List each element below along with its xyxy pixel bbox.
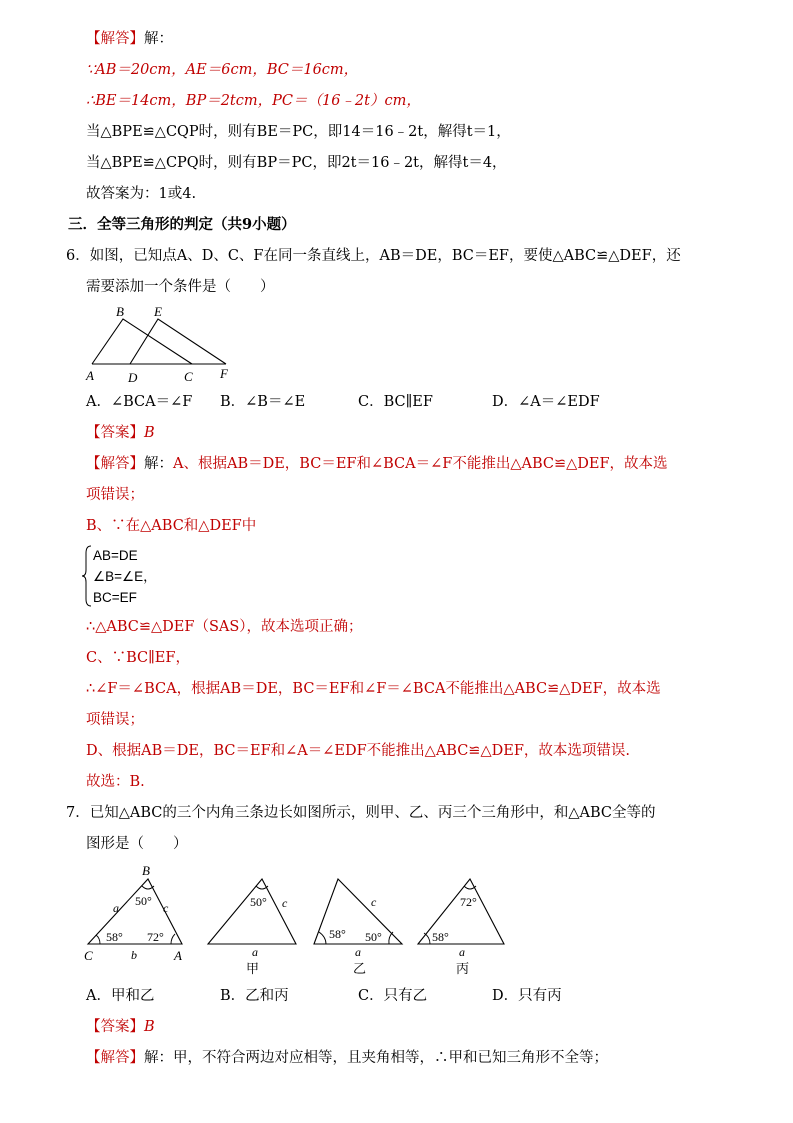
q6-solution-line-1 bbox=[86, 454, 668, 474]
triangle-jia-name: 甲 bbox=[246, 961, 260, 976]
condition-2: ∠B=∠E， bbox=[93, 569, 157, 584]
triangle-jia-side-c: c bbox=[282, 896, 288, 910]
q5-solution-line-3: 当△BPE≌△CQP时，则有BE＝PC，即14＝16﹣2t，解得t＝1， bbox=[86, 124, 511, 140]
q6-fig-label-B: B bbox=[116, 304, 124, 319]
triangle-yi-angle-right: 50° bbox=[365, 930, 382, 944]
q6-solution-line-5: C、∵BC∥EF， bbox=[86, 650, 190, 666]
q6-solution-line-6: ∴∠F＝∠BCA，根据AB＝DE，BC＝EF和∠F＝∠BCA不能推出△ABC≌△DEF，故本选 bbox=[86, 681, 661, 697]
q6-fig-label-E: E bbox=[154, 304, 162, 319]
q6-fig-label-C: C bbox=[184, 369, 193, 384]
triangle-abc-side-c: c bbox=[163, 901, 169, 915]
triangle-abc-angle-a: 72° bbox=[147, 930, 164, 944]
answer-tag: 【答案】 bbox=[86, 1019, 144, 1035]
q7-option-c: C．只有乙 bbox=[358, 988, 428, 1004]
q6-fig-label-F: F bbox=[220, 366, 228, 381]
triangle-bing-angle-left: 58° bbox=[432, 930, 449, 944]
q6-answer-line bbox=[86, 423, 155, 443]
triangle-abc-label-B: B bbox=[142, 863, 150, 878]
q6-solution-line-7: 项错误； bbox=[86, 712, 144, 728]
solution-prefix: 解： bbox=[144, 456, 173, 472]
triangle-bing-name: 丙 bbox=[456, 961, 470, 976]
q6-option-c: C．BC∥EF bbox=[358, 394, 433, 410]
q6-stem-line-2: 需要添加一个条件是（ ） bbox=[86, 279, 275, 295]
q7-option-d: D．只有丙 bbox=[492, 988, 562, 1004]
q7-solution-text-1: 甲，不符合两边对应相等，且夹角相等，∴甲和已知三角形不全等； bbox=[173, 1050, 608, 1066]
q5-solution-line-4: 当△BPE≌△CPQ时，则有BP＝PC，即2t＝16﹣2t，解得t＝4， bbox=[86, 155, 507, 171]
q7-solution-line-1 bbox=[86, 1048, 608, 1068]
q6-option-b: B．∠B＝∠E bbox=[220, 394, 306, 410]
solution-label-line bbox=[86, 29, 173, 49]
q7-answer-line bbox=[86, 1017, 155, 1037]
q6-solution-line-8: D、根据AB＝DE，BC＝EF和∠A＝∠EDF不能推出△ABC≌△DEF，故本选项错误. bbox=[86, 743, 630, 759]
q7-stem-line-1: 7．已知△ABC的三个内角三条边长如图所示，则甲、乙、丙三个三角形中，和△ABC全等的 bbox=[66, 805, 656, 821]
q6-fig-label-D: D bbox=[128, 370, 138, 385]
q6-solution-line-4: ∴△ABC≌△DEF（SAS），故本选项正确； bbox=[86, 619, 363, 635]
q7-figure bbox=[80, 862, 520, 980]
triangle-abc-angle-c: 58° bbox=[106, 930, 123, 944]
triangle-yi-name: 乙 bbox=[353, 961, 367, 976]
triangle-bing-angle-top: 72° bbox=[460, 895, 477, 909]
condition-1: AB=DE bbox=[93, 548, 138, 563]
solution-tag: 【解答】 bbox=[86, 1050, 144, 1066]
solution-tag: 【解答】 bbox=[86, 456, 144, 472]
answer-tag: 【答案】 bbox=[86, 425, 144, 441]
q6-solution-text-1: A、根据AB＝DE，BC＝EF和∠BCA＝∠F不能推出△ABC≌△DEF，故本选 bbox=[173, 456, 668, 472]
q7-option-a: A．甲和乙 bbox=[86, 988, 155, 1004]
q7-stem-line-2: 图形是（ ） bbox=[86, 836, 188, 852]
q7-answer-value: B bbox=[144, 1019, 155, 1035]
q5-solution-line-5: 故答案为：1或4. bbox=[86, 186, 197, 202]
q7-option-b: B．乙和丙 bbox=[220, 988, 289, 1004]
triangle-jia-angle: 50° bbox=[250, 895, 267, 909]
solution-prefix: 解： bbox=[144, 1050, 173, 1066]
triangle-yi-side-c: c bbox=[371, 895, 377, 909]
solution-tag: 【解答】 bbox=[86, 31, 144, 47]
q6-option-d: D．∠A＝∠EDF bbox=[492, 394, 600, 410]
q6-solution-line-9: 故选：B. bbox=[86, 774, 145, 790]
triangle-abc-angle-b: 50° bbox=[135, 894, 152, 908]
q6-stem-line-1: 6．如图，已知点A、D、C、F在同一条直线上，AB＝DE，BC＝EF，要使△ABC≌△DEF，还 bbox=[66, 248, 681, 264]
triangle-bing-side-a: a bbox=[459, 945, 465, 959]
triangle-yi-angle-left: 58° bbox=[329, 927, 346, 941]
q6-answer-value: B bbox=[144, 425, 155, 441]
q6-fig-label-A: A bbox=[86, 368, 94, 383]
triangle-jia-side-a: a bbox=[252, 945, 258, 959]
triangle-abc-label-C: C bbox=[84, 948, 93, 963]
solution-prefix: 解： bbox=[144, 31, 173, 47]
q6-figure bbox=[80, 302, 250, 387]
q6-solution-line-2: 项错误； bbox=[86, 487, 144, 503]
triangle-abc-side-b: b bbox=[131, 948, 137, 962]
q6-solution-line-3: B、∵在△ABC和△DEF中 bbox=[86, 518, 257, 534]
section-heading: 三．全等三角形的判定（共9小题） bbox=[68, 216, 296, 233]
condition-3: BC=EF bbox=[93, 590, 137, 605]
triangle-yi-side-a: a bbox=[355, 945, 361, 959]
q5-solution-line-1: ∵AB＝20cm，AE＝6cm，BC＝16cm， bbox=[86, 62, 359, 78]
triangle-abc-side-a: a bbox=[113, 901, 119, 915]
q5-solution-line-2: ∴BE＝14cm，BP＝2tcm，PC＝（16﹣2t）cm， bbox=[86, 93, 421, 109]
q6-option-a: A．∠BCA＝∠F bbox=[86, 394, 193, 410]
system-brace bbox=[82, 545, 92, 607]
triangle-abc-label-A: A bbox=[174, 948, 182, 963]
